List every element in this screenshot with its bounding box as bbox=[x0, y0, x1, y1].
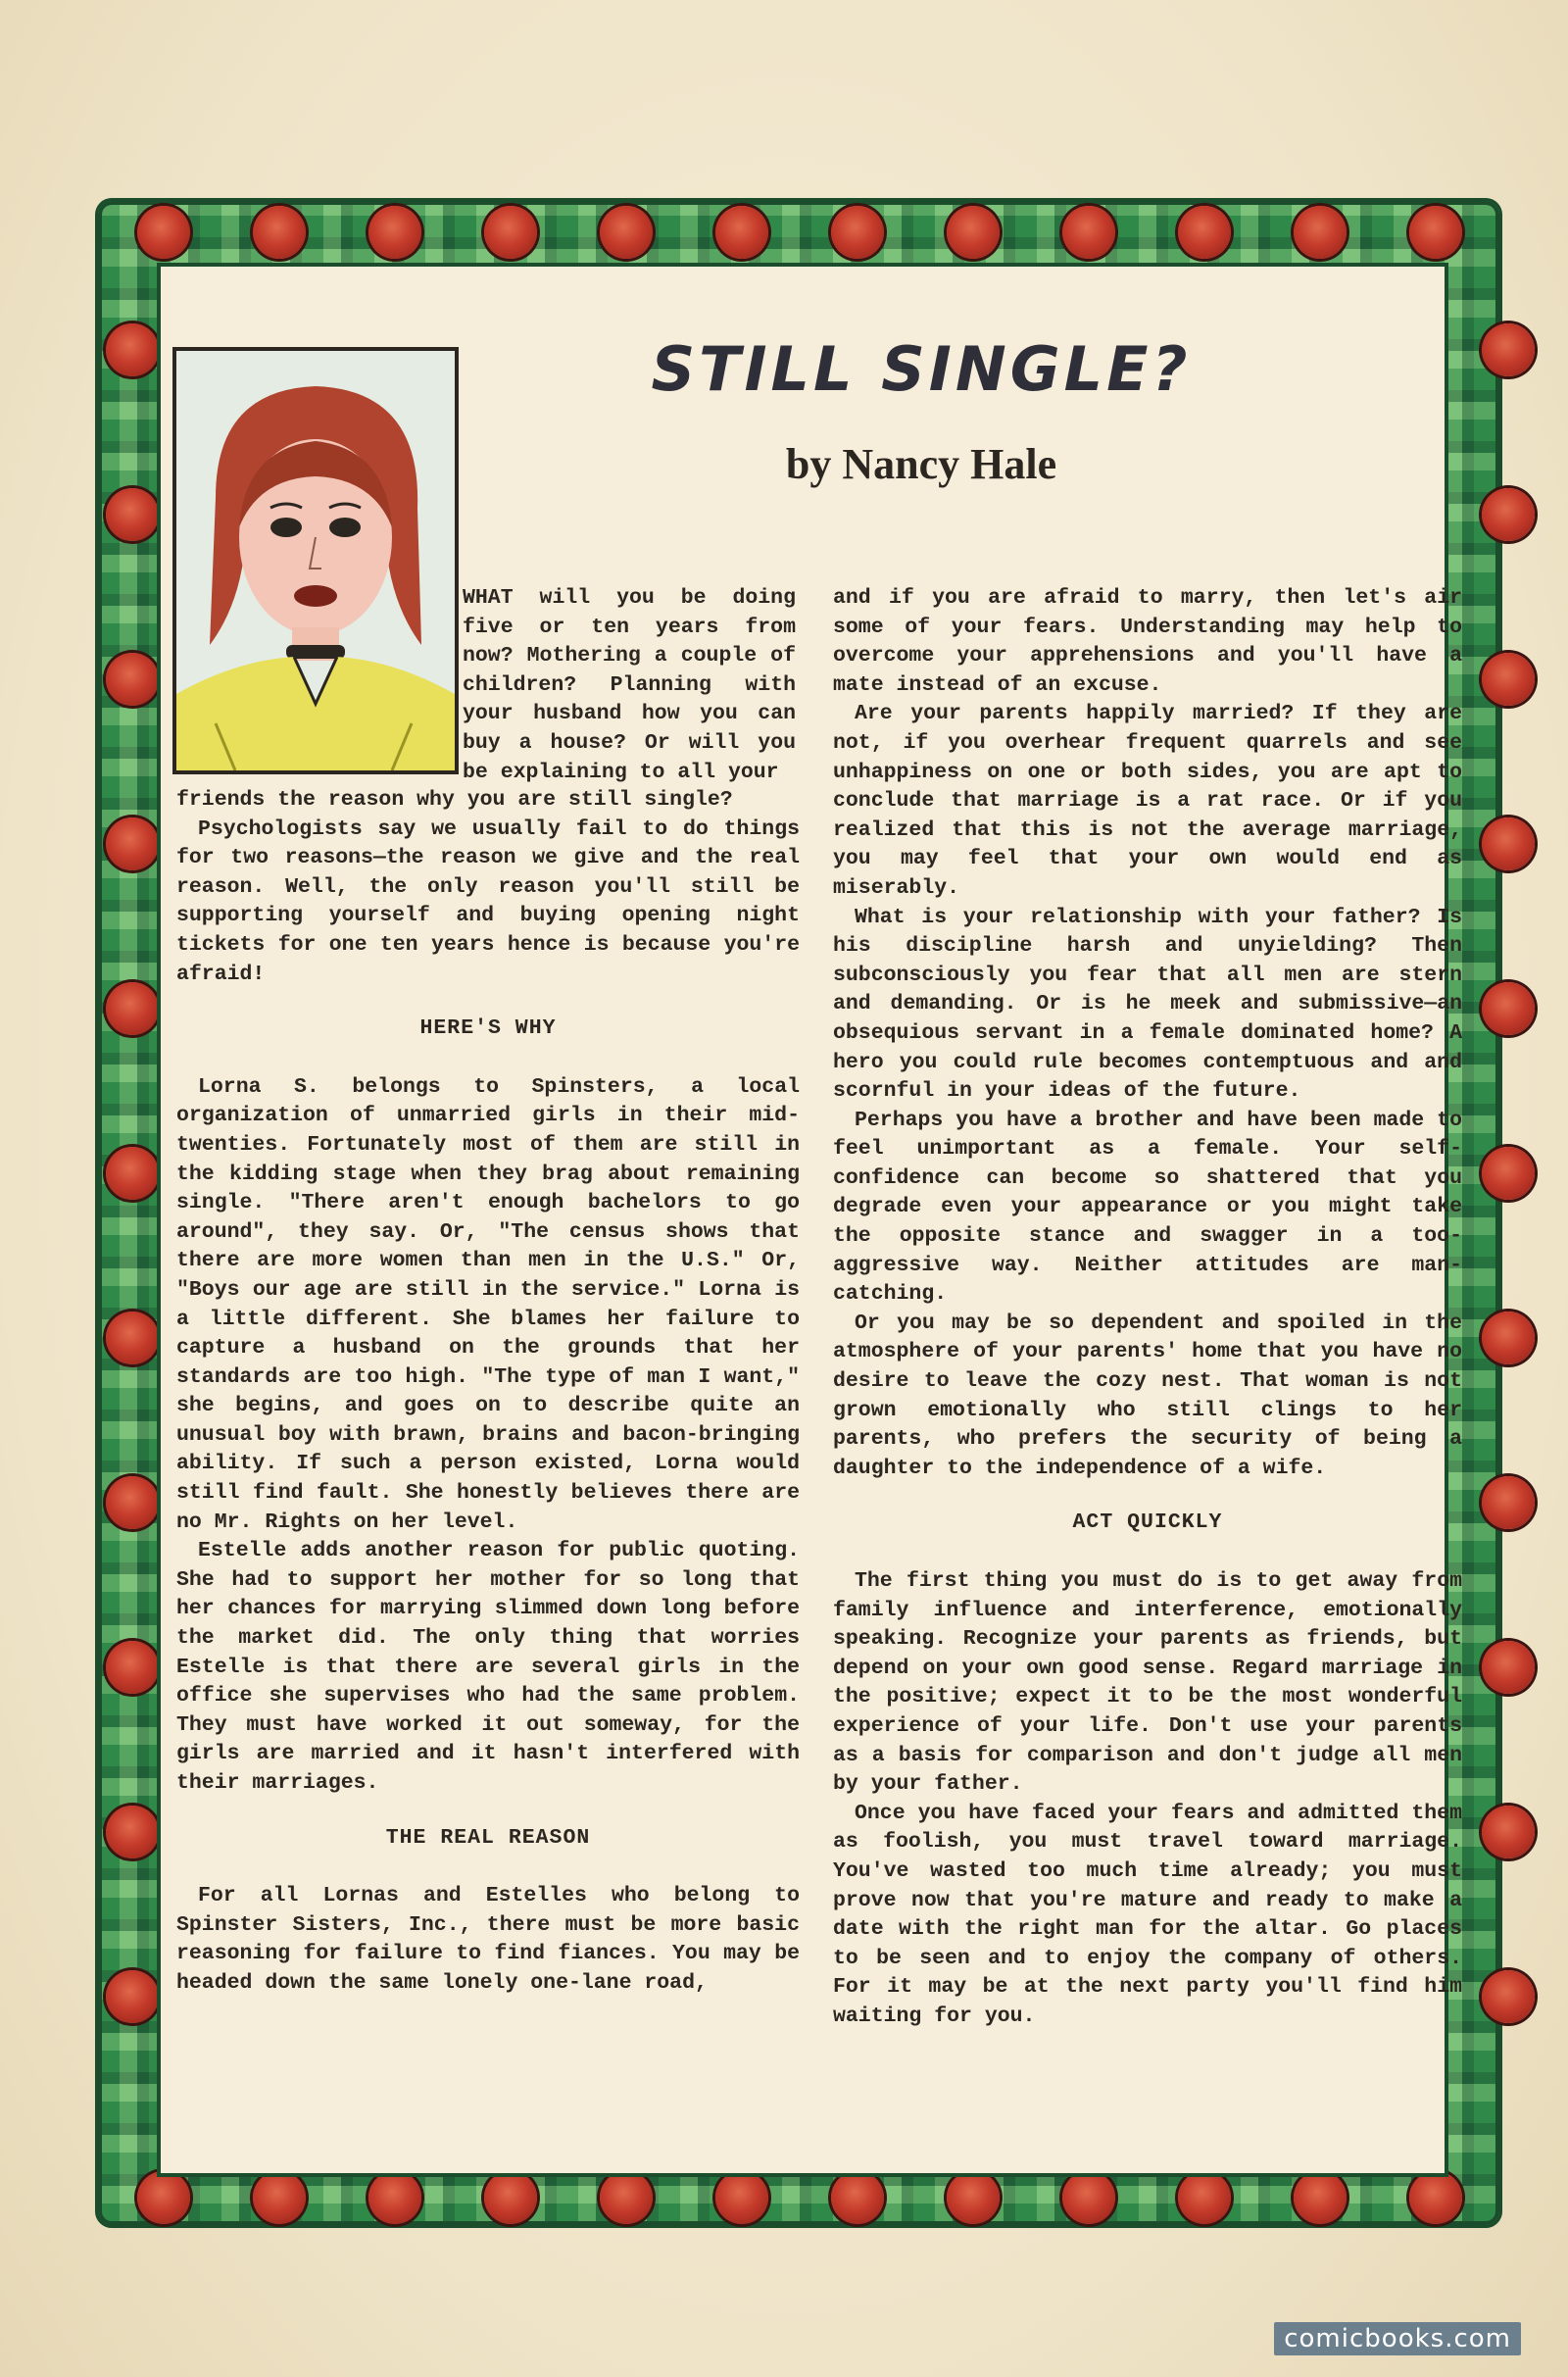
rose-icon bbox=[1482, 488, 1535, 541]
rose-icon bbox=[106, 1147, 159, 1200]
rose-icon bbox=[1482, 1970, 1535, 2023]
rose-icon bbox=[1178, 206, 1231, 259]
rose-icon bbox=[253, 206, 306, 259]
paragraph-once: Once you have faced your fears and admitted them as foolish, you must travel toward marriage. You've wasted too much time already; you must prove now that you're mature and ready to make a date with the right man for the altar. Go places to be seen and to enjoy the company of others. For it may be at the next party you'll find him waiting for you. bbox=[833, 1801, 1462, 2028]
paragraph-father: What is your relationship with your father? Is his discipline harsh and unyielding? Then subconsciously you fear that all men are stern and demanding. Or is he meek and submissive—an obsequious servant in a female dominated home? A hero you could rule becomes contemptuous and and scornful in your ideas of the future. bbox=[833, 905, 1462, 1104]
rose-icon bbox=[1482, 323, 1535, 376]
right-column bbox=[833, 584, 1462, 2032]
rose-icon bbox=[106, 653, 159, 706]
intro-continuation: friends the reason why you are still single? bbox=[176, 788, 733, 812]
rose-icon bbox=[106, 488, 159, 541]
rose-icon bbox=[600, 2171, 653, 2224]
rose-icon bbox=[1482, 817, 1535, 870]
rose-icon bbox=[1482, 653, 1535, 706]
rose-icon bbox=[106, 982, 159, 1035]
rose-icon bbox=[253, 2171, 306, 2224]
rose-icon bbox=[1409, 206, 1462, 259]
rose-icon bbox=[831, 206, 884, 259]
rose-icon bbox=[831, 2171, 884, 2224]
rose-icon bbox=[106, 1641, 159, 1694]
rose-icon bbox=[106, 1476, 159, 1529]
paragraph-brother: Perhaps you have a brother and have been made to feel unimportant as a female. Your self-confidence can become so shattered that you degrade even your appearance or you might take the opposite stance and swagger in a too-aggressive way. Neither attitudes are man-catching. bbox=[833, 1108, 1462, 1307]
rose-icon bbox=[1482, 1476, 1535, 1529]
rose-icon bbox=[137, 206, 190, 259]
rose-icon bbox=[368, 206, 421, 259]
section-heading-real-reason: THE REAL REASON bbox=[385, 1825, 591, 1850]
rose-icon bbox=[1482, 1806, 1535, 1858]
rose-icon bbox=[1482, 1312, 1535, 1364]
rose-icon bbox=[600, 206, 653, 259]
article-title: STILL SINGLE? bbox=[651, 333, 1192, 405]
rose-icon bbox=[484, 206, 537, 259]
rose-icon bbox=[1294, 2171, 1347, 2224]
paragraph-estelle: Estelle adds another reason for public quoting. She had to support her mother for so long that her chances for marrying slimmed down long before the market did. The only thing that worries Estelle is that there are several girls in the office she supervises who had the same problem. They must have worked it out someway, for the girls are married and it hasn't interfered with their marriages. bbox=[176, 1539, 800, 1795]
rose-icon bbox=[947, 2171, 1000, 2224]
rose-icon bbox=[484, 2171, 537, 2224]
section-heading-heres-why: HERE'S WHY bbox=[419, 1016, 557, 1041]
rose-icon bbox=[1409, 2171, 1462, 2224]
paragraph-real-reason: For all Lornas and Estelles who belong to Spinster Sisters, Inc., there must be more basic reasoning for failure to find fiances. You may be headed down the same lonely one-lane road, bbox=[176, 1884, 800, 1995]
paragraph-parents: Are your parents happily married? If they are not, if you overhear frequent quarrels and see unhappiness on one or both sides, you are apt to conclude that marriage is a rat race. Or if you realized that this is not the average marriage, you may feel that your own would end as miserably. bbox=[833, 702, 1462, 900]
intro-wrapped-text: WHAT will you be doing five or ten years from now? Mothering a couple of children? Planning with your husband how you can buy a house? Or will you be explaining to all your bbox=[463, 586, 796, 784]
rose-icon bbox=[1062, 2171, 1115, 2224]
woman-portrait-image bbox=[176, 351, 455, 770]
rose-icon bbox=[1482, 1641, 1535, 1694]
rose-icon bbox=[106, 817, 159, 870]
article-byline: by Nancy Hale bbox=[785, 440, 1057, 488]
rose-icon bbox=[715, 206, 768, 259]
rose-icon bbox=[1482, 1147, 1535, 1200]
rose-icon bbox=[106, 1970, 159, 2023]
paragraph-dependent: Or you may be so dependent and spoiled in the atmosphere of your parents' home that you have no desire to leave the cozy nest. That woman is not grown emotionally who still clings to her parents, who prefers the security of being a daughter to the independence of a wife. bbox=[833, 1311, 1462, 1480]
site-watermark: comicbooks.com bbox=[1274, 2322, 1521, 2355]
left-column bbox=[176, 786, 800, 1999]
rose-icon bbox=[715, 2171, 768, 2224]
paragraph-psychologists: Psychologists say we usually fail to do things for two reasons—the reason we give and the real reason. Well, the only reason you'll still be supporting yourself and buying opening night tickets for one ten years hence is because you're afraid! bbox=[176, 817, 800, 986]
rose-icon bbox=[137, 2171, 190, 2224]
rose-icon bbox=[368, 2171, 421, 2224]
rose-icon bbox=[106, 1312, 159, 1364]
paragraph-first-thing: The first thing you must do is to get away from family influence and interference, emotionally speaking. Recognize your parents as friends, but depend on your own good sense. Regard marriage in the positive; expect it to be the most wonderful experience of your life. Don't use your parents as a basis for comparison and don't judge all men by your father. bbox=[833, 1569, 1462, 1797]
rose-icon bbox=[947, 206, 1000, 259]
paragraph-afraid: and if you are afraid to marry, then let's air some of your fears. Understanding may help to overcome your apprehensions and you'll have a mate instead of an excuse. bbox=[833, 586, 1462, 697]
rose-icon bbox=[1482, 982, 1535, 1035]
paragraph-lorna: Lorna S. belongs to Spinsters, a local organization of unmarried girls in their mid-twenties. Fortunately most of them are still in the kidding stage when they brag about remaining single. "There aren't enough bachelors to go around", they say. Or, "The census shows that there are more women than men in the U.S." Or, "Boys our age are still in the service." Lorna is a little different. She blames her failure to capture a husband on the grounds that her standards are too high. "The type of man I want," she begins, and goes on to describe quite an unusual boy with brawn, brains and bacon-bringing ability. If such a person existed, Lorna would still find fault. She honestly believes there are no Mr. Rights on her level. bbox=[176, 1074, 800, 1534]
portrait-illustration bbox=[172, 347, 459, 774]
section-heading-act-quickly: ACT QUICKLY bbox=[1072, 1510, 1223, 1535]
rose-icon bbox=[1294, 206, 1347, 259]
rose-icon bbox=[106, 323, 159, 376]
rose-icon bbox=[106, 1806, 159, 1858]
rose-icon bbox=[1178, 2171, 1231, 2224]
rose-icon bbox=[1062, 206, 1115, 259]
